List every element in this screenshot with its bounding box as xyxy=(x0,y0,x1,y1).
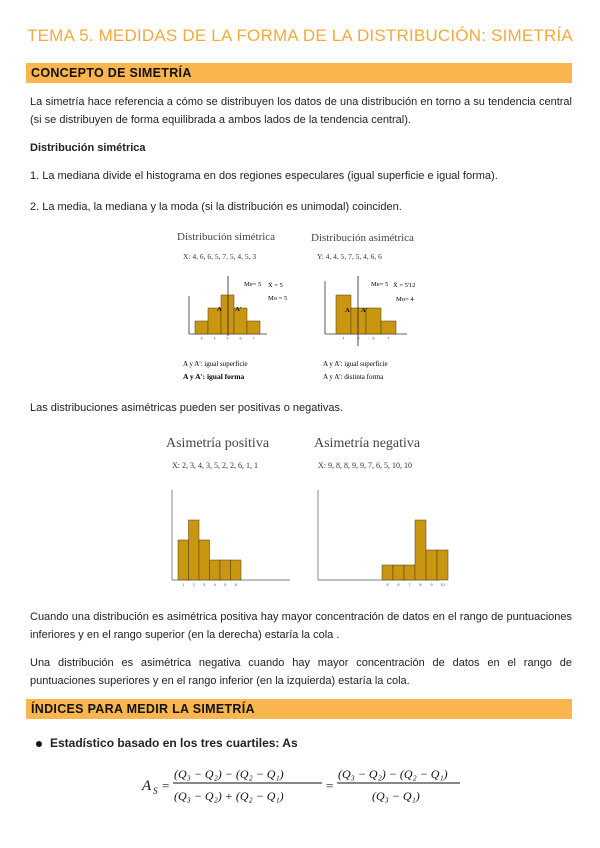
page-title: TEMA 5. MEDIDAS DE LA FORMA DE LA DISTRIBUCIÓN: SIMETRÍA xyxy=(27,26,573,45)
histogram-bar xyxy=(381,321,396,334)
fig1-left-mean: X̄ = 5 xyxy=(268,282,283,289)
fig2-left-bars xyxy=(178,520,241,587)
fig1-right-region-a2: A' xyxy=(361,307,368,314)
histogram-tick-label: 4 xyxy=(342,336,345,341)
bullet-dot-icon xyxy=(36,741,42,747)
section-heading-indices xyxy=(26,699,572,719)
histogram-tick-label: 3 xyxy=(203,582,206,587)
formula-den2: (Q₃ − Q₁) xyxy=(372,789,420,803)
fig1-right-mo: Mo= 4 xyxy=(396,296,414,303)
intro-paragraph: La simetría hace referencia a cómo se distribuyen los datos de una distribución en torno a su tendencia central (si se distribuyen de forma equilibrada a ambos lados de la tendencia central). xyxy=(30,96,572,126)
histogram-bar xyxy=(231,560,242,580)
histogram-tick-label: 4 xyxy=(213,582,216,587)
fig2-right-title: Asimetría negativa xyxy=(314,436,421,451)
fig1-left-mo: Mo = 5 xyxy=(268,295,288,302)
histogram-bar xyxy=(404,565,415,580)
rule-1: 1. La mediana divide el histograma en dos regiones especulares (igual superficie e igual forma). xyxy=(30,170,498,182)
formula-eq1: = xyxy=(162,778,170,793)
fig1-right-me: Me= 5 xyxy=(371,281,389,288)
histogram-bar xyxy=(210,560,221,580)
formula-lhs-sub: S xyxy=(153,786,158,796)
fig1-left-me: Me= 5 xyxy=(244,281,262,288)
histogram-bar xyxy=(199,540,210,580)
histogram-tick-label: 5 xyxy=(357,336,360,341)
histogram-bar xyxy=(195,321,208,334)
fig1-right-note1: A y A': igual superficie xyxy=(323,360,388,368)
histogram-tick-label: 5 xyxy=(226,336,229,341)
fig1-left-data: X: 4, 6, 6, 5, 7, 5, 4, 5, 3 xyxy=(183,252,257,261)
section-heading-label-2: ÍNDICES PARA MEDIR LA SIMETRÍA xyxy=(31,702,255,716)
histogram-tick-label: 7 xyxy=(387,336,390,341)
formula-lhs: A xyxy=(142,778,152,794)
fig1-right-bars xyxy=(336,295,396,341)
histogram-tick-label: 5 xyxy=(224,582,227,587)
formula-eq2: = xyxy=(326,778,334,793)
histogram-bar xyxy=(382,565,393,580)
histogram-tick-label: 1 xyxy=(182,582,185,587)
histogram-tick-label: 5 xyxy=(386,582,389,587)
fig1-left-region-a2: A' xyxy=(235,306,242,313)
fig2-left-title: Asimetría positiva xyxy=(166,436,270,451)
paragraph-negative: Una distribución es asimétrica negativa cuando hay mayor concentración de datos en el rango de puntuaciones superiores y en el rango inferior (en la izquierda) estaría la cola. xyxy=(30,657,572,687)
figure-symmetric-asymmetric xyxy=(175,226,435,386)
asym-intro: Las distribuciones asimétricas pueden ser positivas o negativas. xyxy=(30,402,344,414)
fig1-right-mean: X̄ = 5'12 xyxy=(393,282,416,289)
bullet-text: Estadístico basado en los tres cuartiles: As xyxy=(50,736,298,750)
histogram-bar xyxy=(178,540,189,580)
fig1-left-note1: A y A': igual superficie xyxy=(183,360,248,368)
histogram-tick-label: 2 xyxy=(192,582,195,587)
histogram-bar xyxy=(415,520,426,580)
paragraph-positive: Cuando una distribución es asimétrica positiva hay mayor concentración de datos en el rango de puntuaciones inferiores y en el rango superior (en la derecha) estaría la cola . xyxy=(30,611,572,641)
histogram-bar xyxy=(220,560,231,580)
fig1-right-region-a: A xyxy=(345,307,350,314)
histogram-bar xyxy=(221,295,234,334)
fig1-right-note2: A y A': distinta forma xyxy=(323,373,384,381)
fig1-right-data: Y: 4, 4, 5, 7, 5, 4, 6, 6 xyxy=(317,252,382,261)
histogram-bar xyxy=(366,308,381,334)
figure-positive-negative xyxy=(158,426,458,594)
histogram-tick-label: 4 xyxy=(213,336,216,341)
formula-as xyxy=(140,758,470,810)
bullet-quartiles xyxy=(36,736,298,750)
histogram-tick-label: 6 xyxy=(239,336,242,341)
fig2-left-data: X: 2, 3, 4, 3, 5, 2, 2, 6, 1, 1 xyxy=(172,461,258,470)
fig2-right-bars xyxy=(382,520,448,587)
histogram-bar xyxy=(247,321,260,334)
histogram-bar xyxy=(393,565,404,580)
fig2-right-data: X: 9, 8, 8, 9, 9, 7, 6, 5, 10, 10 xyxy=(318,461,412,470)
subheading-simetrica: Distribución simétrica xyxy=(30,142,146,154)
histogram-tick-label: 6 xyxy=(372,336,375,341)
fig1-left-note2: A y A': igual forma xyxy=(183,372,245,381)
section-heading-label: CONCEPTO DE SIMETRÍA xyxy=(31,66,192,80)
section-heading-concepto xyxy=(26,63,572,83)
fig1-left-region-a: A xyxy=(217,306,222,313)
histogram-tick-label: 9 xyxy=(430,582,433,587)
histogram-bar xyxy=(189,520,200,580)
formula-num1: (Q₃ − Q₂) − (Q₂ − Q₁) xyxy=(174,767,284,781)
histogram-tick-label: 7 xyxy=(408,582,411,587)
formula-den1: (Q₃ − Q₂) + (Q₂ − Q₁) xyxy=(174,789,284,803)
rule-2: 2. La media, la mediana y la moda (si la distribución es unimodal) coinciden. xyxy=(30,201,402,213)
histogram-tick-label: 6 xyxy=(397,582,400,587)
histogram-tick-label: 7 xyxy=(252,336,255,341)
histogram-tick-label: 3 xyxy=(200,336,203,341)
histogram-tick-label: 6 xyxy=(234,582,237,587)
fig1-right-title: Distribución asimétrica xyxy=(311,232,414,244)
fig1-left-title: Distribución simétrica xyxy=(177,231,276,243)
histogram-bar xyxy=(426,550,437,580)
histogram-bar xyxy=(336,295,351,334)
fig1-left-bars xyxy=(195,295,260,341)
histogram-bar xyxy=(437,550,448,580)
histogram-tick-label: 10 xyxy=(440,582,445,587)
histogram-tick-label: 8 xyxy=(419,582,422,587)
formula-num2: (Q₃ − Q₂) − (Q₂ − Q₁) xyxy=(338,767,448,781)
